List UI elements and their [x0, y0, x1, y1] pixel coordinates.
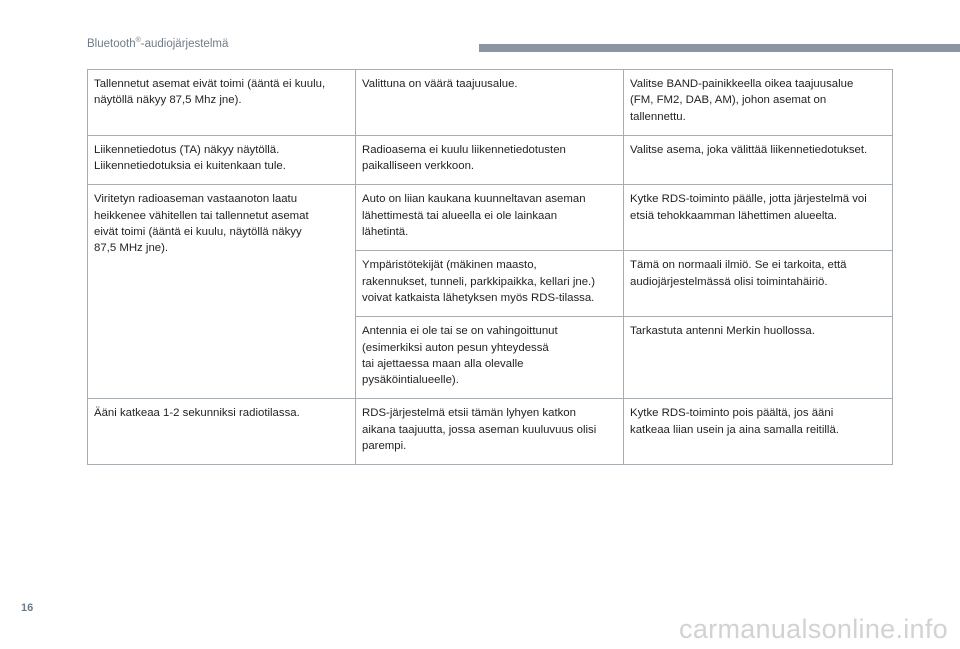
- section-title: [87, 38, 228, 50]
- cause-cell: Antennia ei ole tai se on vahingoittunut (esimerkiksi auton pesun yhteydessä tai ajettaessa maan alla olevalle pysäköintialueelle).: [356, 317, 624, 399]
- cause-cell: Valittuna on väärä taajuusalue.: [356, 70, 624, 136]
- solution-cell: Tarkastuta antenni Merkin huollossa.: [624, 317, 893, 399]
- problem-cell: Liikennetiedotus (TA) näkyy näytöllä. Liikennetiedotuksia ei kuitenkaan tule.: [88, 135, 356, 185]
- table-row: [88, 70, 893, 136]
- table-row: [88, 135, 893, 185]
- solution-cell: Valitse BAND-painikkeella oikea taajuusalue (FM, FM2, DAB, AM), johon asemat on tallennettu.: [624, 70, 893, 136]
- solution-cell: Kytke RDS-toiminto pois päältä, jos ääni katkeaa liian usein ja aina samalla reitillä.: [624, 399, 893, 465]
- troubleshooting-table: [87, 69, 893, 465]
- table-row: [88, 399, 893, 465]
- cause-cell: Radioasema ei kuulu liikennetiedotusten paikalliseen verkkoon.: [356, 135, 624, 185]
- problem-cell: Tallennetut asemat eivät toimi (ääntä ei kuulu, näytöllä näkyy 87,5 Mhz jne).: [88, 70, 356, 136]
- section-title-prefix: Bluetooth: [87, 38, 136, 50]
- solution-cell: Kytke RDS-toiminto päälle, jotta järjestelmä voi etsiä tehokkaamman lähettimen alueelta.: [624, 185, 893, 251]
- cause-cell: RDS-järjestelmä etsii tämän lyhyen katkon aikana taajuutta, jossa aseman kuuluvuus olisi parempi.: [356, 399, 624, 465]
- cause-cell: Auto on liian kaukana kuunneltavan aseman lähettimestä tai alueella ei ole lainkaan lähetintä.: [356, 185, 624, 251]
- problem-cell: Viritetyn radioaseman vastaanoton laatu heikkenee vähitellen tai tallennetut asemat eivät toimi (ääntä ei kuulu, näytöllä näkyy 87,5 MHz jne).: [88, 185, 356, 399]
- section-title-suffix: -audiojärjestelmä: [140, 38, 229, 50]
- watermark-logo: carmanualsonline.info: [679, 614, 948, 644]
- solution-cell: Valitse asema, joka välittää liikennetiedotukset.: [624, 135, 893, 185]
- table-row: [88, 185, 893, 251]
- solution-cell: Tämä on normaali ilmiö. Se ei tarkoita, että audiojärjestelmässä olisi toimintahäiriö.: [624, 251, 893, 317]
- page-number: 16: [21, 602, 34, 614]
- problem-cell: Ääni katkeaa 1-2 sekunniksi radiotilassa.: [88, 399, 356, 465]
- cause-cell: Ympäristötekijät (mäkinen maasto, rakennukset, tunneli, parkkipaikka, kellari jne.) voivat katkaista lähetyksen myös RDS-tilassa.: [356, 251, 624, 317]
- header-bar: [479, 44, 960, 52]
- registered-mark: ®: [135, 37, 141, 45]
